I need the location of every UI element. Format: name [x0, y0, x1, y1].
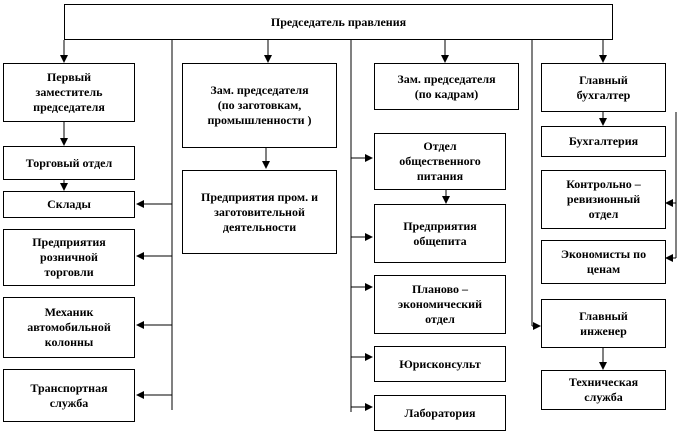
- col3-item-label: Отдел общественного питания: [399, 139, 481, 183]
- col1-item-box: [3, 146, 135, 180]
- col1-item-label: Транспортная служба: [30, 380, 108, 410]
- col4-item-box: [541, 299, 666, 348]
- col3-item-label: Планово – экономический отдел: [397, 282, 483, 326]
- col4-item-label: Техническая служба: [568, 375, 639, 404]
- col4-item-box: [541, 126, 666, 157]
- col2-item-box: [182, 170, 337, 254]
- col2-head-box: [182, 63, 337, 148]
- root-box: [64, 4, 613, 40]
- col2-head-label: Зам. председателя (по заготовкам, промышленности ): [207, 83, 312, 127]
- col1-item-box: [3, 191, 135, 218]
- col3-item-box: [374, 133, 506, 190]
- col3-item-box: [374, 275, 506, 334]
- col4-item-label: Экономисты по ценам: [560, 247, 647, 276]
- col1-item-box: [3, 229, 135, 286]
- col4-item-label: Контрольно – ревизионный отдел: [566, 177, 641, 221]
- col3-item-box: [374, 204, 506, 263]
- col4-item-label: Главный инженер: [579, 308, 628, 338]
- col3-item-box: [374, 346, 506, 382]
- col4-head-box: [541, 63, 666, 112]
- col3-item-label: Лаборатория: [404, 405, 476, 420]
- col3-head-box: [374, 63, 519, 110]
- col3-item-label: Юрисконсульт: [399, 356, 481, 371]
- col3-item-box: [374, 395, 506, 431]
- col1-head-box: [3, 63, 135, 122]
- col2-item-label: Предприятия пром. и заготовительной деятельности: [201, 189, 318, 234]
- col4-item-box: [541, 370, 666, 410]
- col1-item-label: Торговый отдел: [25, 155, 113, 170]
- root-label: Председатель правления: [270, 14, 407, 29]
- col4-head-label: Главный бухгалтер: [576, 72, 631, 102]
- col4-item-box: [541, 170, 666, 229]
- col3-item-label: Предприятия общепита: [403, 218, 477, 248]
- col1-item-label: Механик автомобильной колонны: [27, 305, 111, 349]
- col1-head-label: Первый заместитель председателя: [33, 70, 105, 114]
- col1-item-box: [3, 369, 135, 422]
- col4-item-box: [541, 240, 666, 284]
- col1-item-label: Предприятия розничной торговли: [32, 235, 106, 279]
- col1-item-label: Склады: [47, 197, 91, 211]
- col3-head-label: Зам. председателя (по кадрам): [397, 71, 496, 101]
- col1-item-box: [3, 297, 135, 358]
- col4-item-label: Бухгалтерия: [568, 134, 639, 148]
